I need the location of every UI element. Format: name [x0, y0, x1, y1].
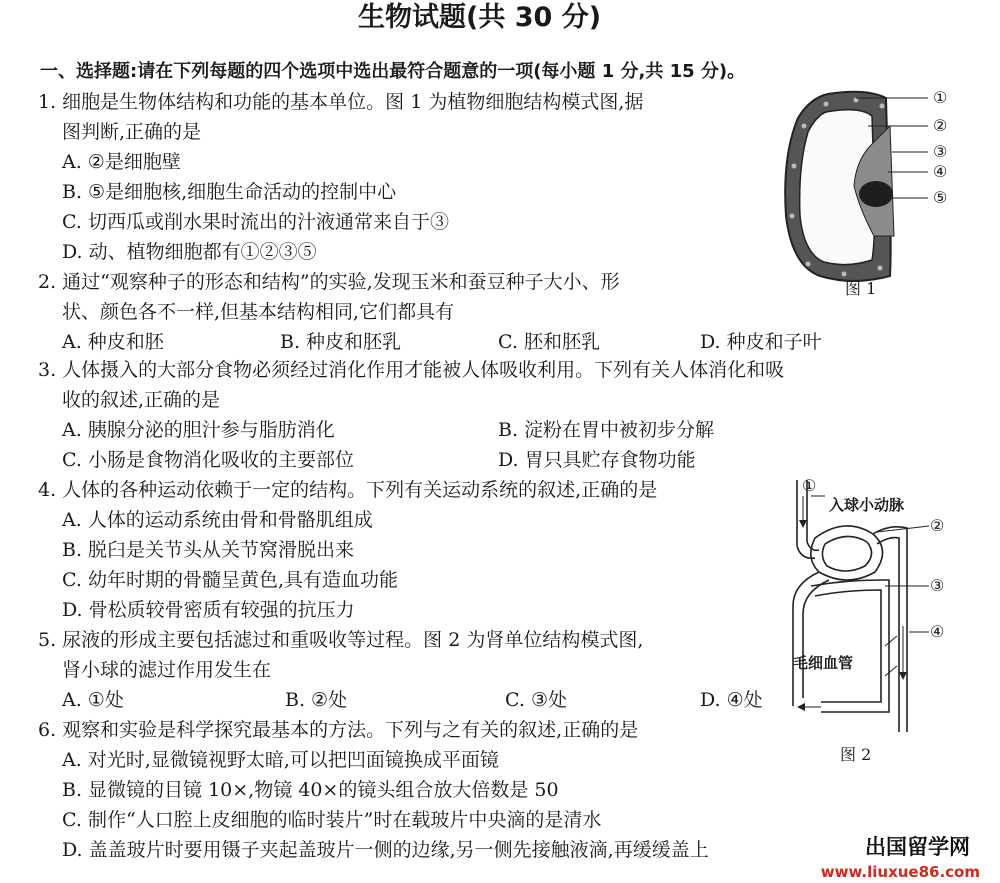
page-title: 生物试题(共 30 分)	[358, 2, 602, 33]
q5-stem-line2: 肾小球的滤过作用发生在	[62, 659, 272, 681]
capillary-label: 毛细血管	[793, 654, 854, 672]
q4-option-a: A. 人体的运动系统由骨和骨骼肌组成	[62, 509, 373, 531]
afferent-arteriole-label: 入球小动脉	[829, 496, 905, 514]
q1-stem-line2: 图判断,正确的是	[62, 121, 202, 143]
q2-stem-line2: 状、颜色各不一样,但基本结构相同,它们都具有	[62, 301, 455, 323]
figure2-label-1: ①	[802, 476, 817, 495]
figure1-label-3: ③	[933, 142, 948, 161]
q5-stem-line1: 5. 尿液的形成主要包括滤过和重吸收等过程。图 2 为肾单位结构模式图,	[38, 629, 644, 651]
q2-option-a: A. 种皮和胚	[62, 331, 164, 353]
q4-option-d: D. 骨松质较骨密质有较强的抗压力	[62, 599, 355, 621]
q5-option-c: C. ③处	[505, 689, 567, 711]
q6-option-c: C. 制作“人口腔上皮细胞的临时装片”时在载玻片中央滴的是清水	[62, 809, 602, 831]
figure2-label-3: ③	[930, 576, 945, 595]
q2-option-d: D. 种皮和子叶	[700, 331, 822, 353]
q3-option-a: A. 胰腺分泌的胆汁参与脂肪消化	[62, 419, 335, 441]
q5-option-b: B. ②处	[285, 689, 348, 711]
q1-option-d: D. 动、植物细胞都有①②③⑤	[62, 241, 317, 263]
q6-option-a: A. 对光时,显微镜视野太暗,可以把凹面镜换成平面镜	[62, 749, 499, 771]
figure2-label-2: ②	[930, 516, 945, 535]
q2-stem-line1: 2. 通过“观察种子的形态和结构”的实验,发现玉米和蚕豆种子大小、形	[38, 271, 620, 293]
q2-option-b: B. 种皮和胚乳	[280, 331, 402, 353]
figure2-caption: 图 2	[840, 745, 872, 764]
q3-option-b: B. 淀粉在胃中被初步分解	[498, 419, 715, 441]
section-header: 一、选择题:请在下列每题的四个选项中选出最符合题意的一项(每小题 1 分,共 15 分)。	[40, 61, 746, 82]
q5-option-d: D. ④处	[700, 689, 763, 711]
figure1-label-4: ④	[933, 162, 948, 181]
q3-stem-line1: 3. 人体摄入的大部分食物必须经过消化作用才能被人体吸收利用。下列有关人体消化和吸	[38, 359, 785, 381]
q4-option-c: C. 幼年时期的骨髓呈黄色,具有造血功能	[62, 569, 398, 591]
q3-option-c: C. 小肠是食物消化吸收的主要部位	[62, 449, 354, 471]
q4-stem: 4. 人体的各种运动依赖于一定的结构。下列有关运动系统的叙述,正确的是	[38, 479, 658, 501]
figure1-label-5: ⑤	[933, 188, 948, 207]
q6-stem: 6. 观察和实验是科学探究最基本的方法。下列与之有关的叙述,正确的是	[38, 719, 639, 741]
figure1-label-1: ①	[933, 88, 948, 107]
watermark-url: www.liuxue86.com	[820, 863, 980, 881]
figure1-label-2: ②	[933, 116, 948, 135]
q3-option-d: D. 胃只具贮存食物功能	[498, 449, 696, 471]
q1-option-c: C. 切西瓜或削水果时流出的汁液通常来自于③	[62, 211, 449, 233]
q6-option-b: B. 显微镜的目镜 10×,物镜 40×的镜头组合放大倍数是 50	[62, 779, 559, 801]
q3-stem-line2: 收的叙述,正确的是	[62, 389, 221, 411]
q2-option-c: C. 胚和胚乳	[498, 331, 600, 353]
figure2-label-4: ④	[930, 622, 945, 641]
q6-option-d: D. 盖盖玻片时要用镊子夹起盖玻片一侧的边缘,另一侧先接触液滴,再缓缓盖上	[62, 839, 709, 861]
watermark-site-name: 出国留学网	[865, 835, 970, 859]
q5-option-a: A. ①处	[62, 689, 124, 711]
figure1-caption: 图 1	[845, 279, 877, 298]
q4-option-b: B. 脱臼是关节头从关节窝滑脱出来	[62, 539, 355, 561]
q1-option-b: B. ⑤是细胞核,细胞生命活动的控制中心	[62, 181, 397, 203]
q1-stem-line1: 1. 细胞是生物体结构和功能的基本单位。图 1 为植物细胞结构模式图,据	[38, 91, 644, 113]
q1-option-a: A. ②是细胞壁	[62, 151, 181, 173]
